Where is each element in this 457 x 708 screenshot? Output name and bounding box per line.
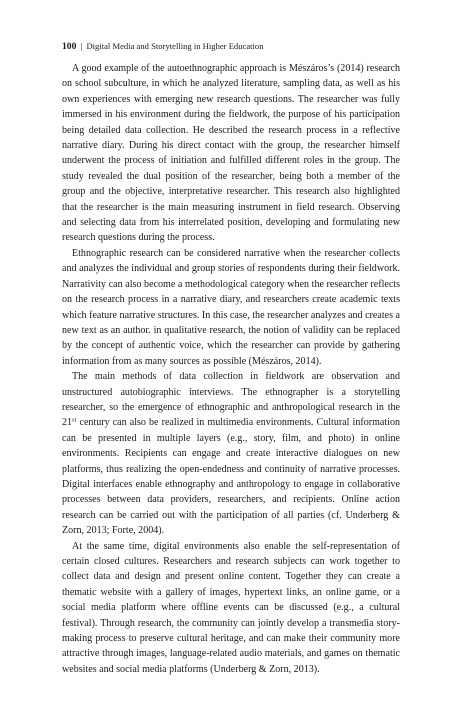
page-number: 100 [62,41,77,52]
paragraph-autoethnography: A good example of the autoethnographic approach is Mészáros’s (2014) research on school subculture, in which he analyzed literature, sampling data, as well as his own experiences with emerging new research questions. The researcher was fully immersed in his environment during the fieldwork, the purpose of his participation being detailed data collection. He described the research process in a reflective narrative diary. During his direct contact with the group, the researcher himself underwent the process of initiation and fulfilled different roles in the group. The study revealed the dual position of the researcher, being both a member of the group and the objective, interpretative researcher. This research also highlighted that the researcher is the main measuring instrument in field research. Observing and selecting data from his interrelated position, developing and formulating new research questions during the process. [62,63,400,244]
ordinal-superscript: st [72,416,77,424]
paragraph-text-part: century can also be realized in multimedia environments. Cultural information can be presented in multiple layers (e.g., story, film, and photo) in online environments. Recipients can engage and create interactive dialogues on new platforms, thus realizing the open-endedness and continuity of narrative processes. Digital interfaces enable ethnography and anthropology to engage in collaborative processes between data providers, researchers, and recipients. Online action research can be carried out with the participation of all parties (cf. Underberg & Zorn, 2013; Forte, 2004). [62,417,400,537]
running-head-separator: | [80,41,83,51]
running-head [62,40,400,53]
paragraph-data-collection [62,369,400,538]
paragraph-self-representation: At the same time, digital environments also enable the self-representation of certain closed cultures. Researchers and research subjects can work together to collect data and design and present online content. Together they can create a thematic website with a gallery of images, hypertext links, an online game, or a social media platform where offline events can be discussed (e.g., a cultural festival). Through research, the community can jointly develop a transmedia story-making process to preserve cultural heritage, and can make their community more attractive through images, language-related audio materials, and games on thematic websites and social media platforms (Underberg & Zorn, 2013). [62,540,400,675]
paragraph-narrative-research: Ethnographic research can be considered narrative when the researcher collects and analyzes the individual and group stories of respondents during their fieldwork. Narrativity can also become a methodological category when the researcher reflects on the research process in a narrative diary, and researchers create academic texts which feature narrative structures. In this case, the researcher analyzes and creates a new text as an author. in qualitative research, the notion of validity can be replaced by the concept of authentic voice, which the researcher can provide by gathering information from as many sources as possible (Mészáros, 2014). [62,247,400,367]
running-head-title: Digital Media and Storytelling in Higher Education [86,41,264,51]
body-text [62,61,400,677]
paragraph-text-part: The main methods of data collection in fieldwork are observation and unstructured autobiographic interviews. The ethnographer is a storytelling researcher, so the emergence of ethnographic and anthropological research in the 21 [62,371,400,429]
book-page [62,40,400,677]
